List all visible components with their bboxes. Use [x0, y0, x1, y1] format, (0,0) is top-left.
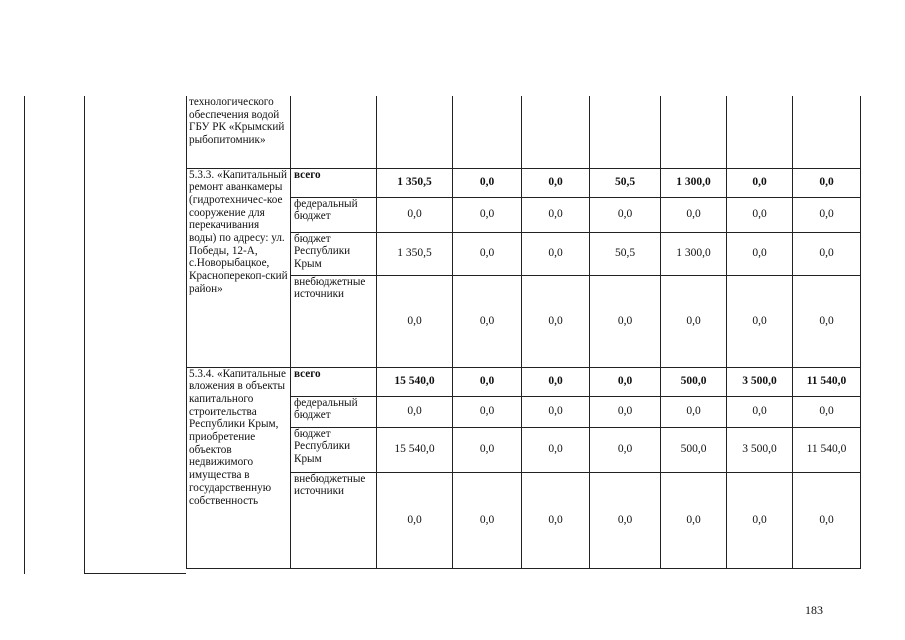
continuation-description: технологического обеспечения водой ГБУ РК «Крымский рыбопитомник»	[187, 96, 291, 168]
value-cell: 0,0	[453, 367, 522, 396]
measure-description: 5.3.4. «Капитальные вложения в объекты капитального строительства Республики Крым, приобретение объектов недвижимого имущества в государственную собственность	[187, 367, 291, 568]
table-row	[187, 168, 861, 197]
funding-table	[186, 96, 861, 569]
funding-source: федеральный бюджет	[291, 396, 377, 427]
page-number: 183	[805, 603, 823, 617]
value-cell: 3 500,0	[727, 367, 793, 396]
value-cell: 0,0	[453, 168, 522, 197]
value-cell: 1 300,0	[661, 232, 727, 275]
value-cell: 0,0	[522, 367, 590, 396]
value-cell: 0,0	[377, 275, 453, 367]
table-row	[187, 367, 861, 396]
value-cell: 0,0	[727, 275, 793, 367]
value-cell: 0,0	[727, 232, 793, 275]
value-cell: 0,0	[377, 197, 453, 232]
value-cell: 15 540,0	[377, 367, 453, 396]
value-cell: 0,0	[661, 275, 727, 367]
table-row	[187, 96, 861, 168]
funding-source: внебюджетные источники	[291, 275, 377, 367]
value-cell: 0,0	[793, 197, 861, 232]
value-cell: 0,0	[793, 396, 861, 427]
value-cell: 0,0	[590, 472, 661, 568]
value-cell: 50,5	[590, 232, 661, 275]
value-cell: 0,0	[793, 168, 861, 197]
value-cell: 15 540,0	[377, 427, 453, 472]
value-cell: 0,0	[522, 472, 590, 568]
value-cell: 0,0	[522, 168, 590, 197]
value-cell: 0,0	[522, 396, 590, 427]
table-bottom-border	[84, 573, 186, 574]
value-cell: 0,0	[377, 396, 453, 427]
value-cell: 0,0	[377, 472, 453, 568]
value-cell: 0,0	[793, 472, 861, 568]
value-cell: 500,0	[661, 427, 727, 472]
value-cell: 1 300,0	[661, 168, 727, 197]
value-cell: 0,0	[727, 396, 793, 427]
value-cell: 0,0	[727, 472, 793, 568]
value-cell: 0,0	[453, 232, 522, 275]
value-cell: 0,0	[453, 427, 522, 472]
table-left-border	[24, 96, 25, 574]
value-cell: 0,0	[453, 197, 522, 232]
value-cell: 0,0	[661, 197, 727, 232]
value-cell: 0,0	[453, 472, 522, 568]
value-cell: 1 350,5	[377, 168, 453, 197]
value-cell: 11 540,0	[793, 367, 861, 396]
funding-source: бюджет Республики Крым	[291, 427, 377, 472]
value-cell: 0,0	[590, 427, 661, 472]
value-cell: 500,0	[661, 367, 727, 396]
value-cell: 0,0	[793, 275, 861, 367]
funding-source: внебюджетные источники	[291, 472, 377, 568]
value-cell: 0,0	[590, 197, 661, 232]
funding-source: всего	[291, 367, 377, 396]
value-cell: 0,0	[727, 197, 793, 232]
value-cell: 50,5	[590, 168, 661, 197]
value-cell: 0,0	[522, 232, 590, 275]
value-cell: 0,0	[793, 232, 861, 275]
value-cell: 0,0	[661, 472, 727, 568]
funding-source: федеральный бюджет	[291, 197, 377, 232]
table-column-divider	[84, 96, 85, 574]
value-cell: 0,0	[453, 275, 522, 367]
value-cell: 11 540,0	[793, 427, 861, 472]
funding-source: бюджет Республики Крым	[291, 232, 377, 275]
value-cell: 0,0	[590, 396, 661, 427]
value-cell: 0,0	[453, 396, 522, 427]
value-cell: 0,0	[522, 197, 590, 232]
value-cell: 0,0	[522, 427, 590, 472]
value-cell: 0,0	[522, 275, 590, 367]
value-cell: 1 350,5	[377, 232, 453, 275]
measure-description: 5.3.3. «Капитальный ремонт аванкамеры (гидротехничес-кое сооружение для перекачивания воды) по адресу: ул. Победы, 12-А, с.Новорыбацкое, Красноперекоп-ский район»	[187, 168, 291, 367]
value-cell: 0,0	[727, 168, 793, 197]
value-cell: 3 500,0	[727, 427, 793, 472]
value-cell: 0,0	[590, 275, 661, 367]
value-cell: 0,0	[661, 396, 727, 427]
value-cell: 0,0	[590, 367, 661, 396]
funding-source: всего	[291, 168, 377, 197]
